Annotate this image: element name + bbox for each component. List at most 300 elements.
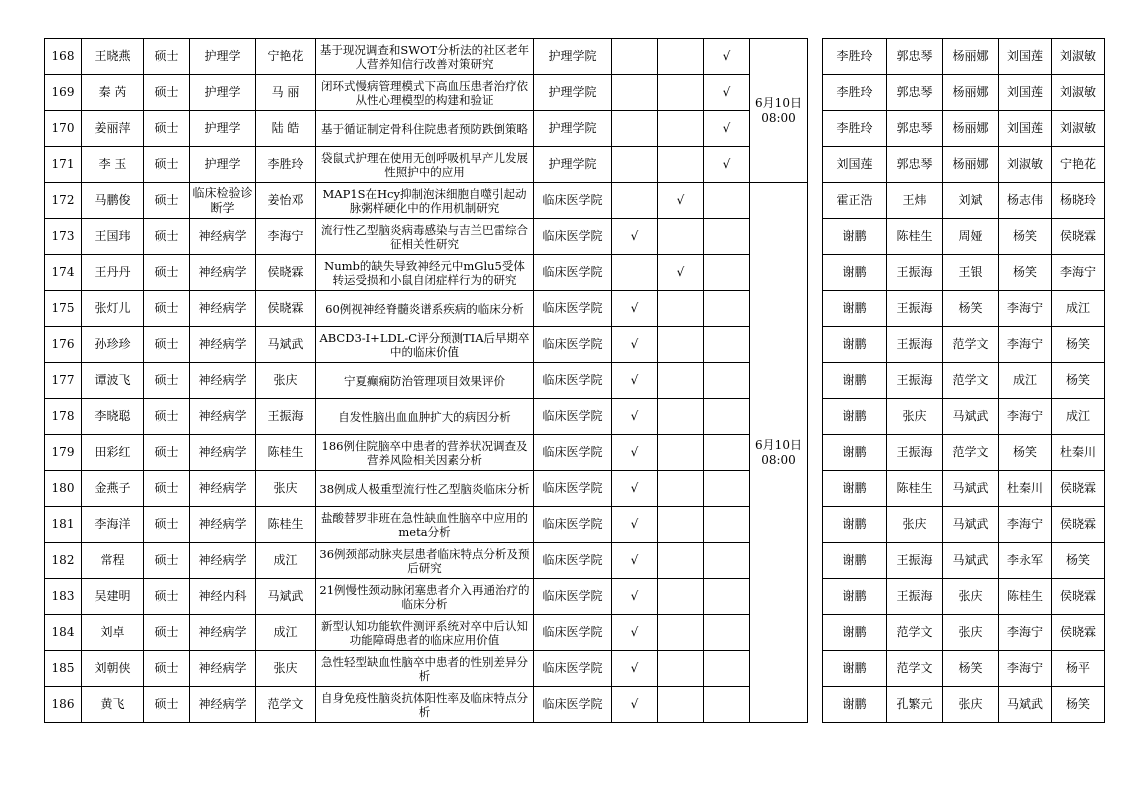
- cell-topic: Numb的缺失导致神经元中mGlu5受体转运受损和小鼠自闭症样行为的研究: [316, 255, 534, 291]
- cell-c2: [658, 75, 704, 111]
- cell-committee-member: 马斌武: [943, 507, 999, 543]
- cell-committee-member: 张庆: [887, 507, 943, 543]
- table-row: [45, 291, 1105, 327]
- cell-c3: [704, 255, 750, 291]
- cell-c2: √: [658, 183, 704, 219]
- cell-supervisor: 范学文: [256, 687, 316, 723]
- cell-committee-member: 范学文: [943, 327, 999, 363]
- cell-topic: 流行性乙型脑炎病毒感染与吉兰巴雷综合征相关性研究: [316, 219, 534, 255]
- cell-committee-member: 杨笑: [999, 435, 1052, 471]
- table-row: [45, 507, 1105, 543]
- cell-name: 李 玉: [82, 147, 144, 183]
- cell-no: 186: [45, 687, 82, 723]
- cell-topic: MAP1S在Hcy抑制泡沫细胞自噬引起动脉粥样硬化中的作用机制研究: [316, 183, 534, 219]
- cell-c2: [658, 327, 704, 363]
- cell-major: 神经病学: [190, 651, 256, 687]
- cell-committee-member: 张庆: [943, 615, 999, 651]
- table-row: [45, 39, 1105, 75]
- cell-committee-member: 王振海: [887, 291, 943, 327]
- cell-c3: [704, 615, 750, 651]
- cell-c2: [658, 399, 704, 435]
- cell-c1: √: [612, 615, 658, 651]
- cell-c3: [704, 507, 750, 543]
- cell-no: 181: [45, 507, 82, 543]
- cell-c3: [704, 291, 750, 327]
- cell-committee-member: 李海宁: [1052, 255, 1105, 291]
- cell-degree: 硕士: [144, 687, 190, 723]
- cell-degree: 硕士: [144, 435, 190, 471]
- cell-c1: [612, 75, 658, 111]
- cell-no: 171: [45, 147, 82, 183]
- spacer-cell: [808, 39, 823, 75]
- cell-committee-member: 谢鹏: [823, 291, 887, 327]
- table-row: [45, 651, 1105, 687]
- cell-major: 神经病学: [190, 615, 256, 651]
- cell-college: 临床医学院: [534, 291, 612, 327]
- table-row: [45, 183, 1105, 219]
- cell-supervisor: 张庆: [256, 471, 316, 507]
- spacer-cell: [808, 75, 823, 111]
- cell-c2: [658, 687, 704, 723]
- cell-no: 172: [45, 183, 82, 219]
- cell-degree: 硕士: [144, 255, 190, 291]
- cell-degree: 硕士: [144, 183, 190, 219]
- cell-c2: [658, 507, 704, 543]
- defense-time: 08:00: [761, 110, 796, 125]
- table-row: [45, 615, 1105, 651]
- cell-major: 神经病学: [190, 291, 256, 327]
- cell-c2: [658, 435, 704, 471]
- cell-college: 临床医学院: [534, 687, 612, 723]
- cell-committee-member: 侯晓霖: [1052, 615, 1105, 651]
- cell-committee-member: 杨笑: [999, 219, 1052, 255]
- cell-degree: 硕士: [144, 471, 190, 507]
- cell-topic: 新型认知功能软件测评系统对卒中后认知功能障碍患者的临床应用价值: [316, 615, 534, 651]
- cell-supervisor: 张庆: [256, 651, 316, 687]
- cell-committee-member: 王振海: [887, 543, 943, 579]
- cell-committee-member: 成江: [999, 363, 1052, 399]
- cell-committee-member: 侯晓霖: [1052, 471, 1105, 507]
- table-row: [45, 327, 1105, 363]
- cell-no: 185: [45, 651, 82, 687]
- table-row: [45, 255, 1105, 291]
- cell-college: 临床医学院: [534, 543, 612, 579]
- cell-college: 护理学院: [534, 39, 612, 75]
- cell-no: 178: [45, 399, 82, 435]
- cell-committee-member: 杜秦川: [1052, 435, 1105, 471]
- cell-committee-member: 谢鹏: [823, 327, 887, 363]
- cell-major: 神经病学: [190, 543, 256, 579]
- cell-c3: [704, 579, 750, 615]
- cell-c1: √: [612, 291, 658, 327]
- table-row: [45, 471, 1105, 507]
- cell-name: 王国玮: [82, 219, 144, 255]
- cell-c2: [658, 615, 704, 651]
- cell-name: 李晓聪: [82, 399, 144, 435]
- cell-c1: √: [612, 507, 658, 543]
- cell-committee-member: 谢鹏: [823, 579, 887, 615]
- cell-committee-member: 谢鹏: [823, 399, 887, 435]
- cell-c1: [612, 255, 658, 291]
- cell-committee-member: 郭忠琴: [887, 75, 943, 111]
- cell-committee-member: 杨笑: [999, 255, 1052, 291]
- spacer-cell: [808, 363, 823, 399]
- cell-supervisor: 成江: [256, 543, 316, 579]
- cell-committee-member: 郭忠琴: [887, 147, 943, 183]
- cell-supervisor: 陈桂生: [256, 435, 316, 471]
- cell-supervisor: 侯晓霖: [256, 255, 316, 291]
- cell-college: 临床医学院: [534, 363, 612, 399]
- cell-committee-member: 陈桂生: [887, 219, 943, 255]
- cell-college: 临床医学院: [534, 255, 612, 291]
- cell-committee-member: 杨丽娜: [943, 75, 999, 111]
- cell-college: 临床医学院: [534, 507, 612, 543]
- table-body: [45, 39, 1105, 723]
- spacer-cell: [808, 615, 823, 651]
- cell-college: 护理学院: [534, 147, 612, 183]
- cell-c1: √: [612, 471, 658, 507]
- cell-committee-member: 谢鹏: [823, 615, 887, 651]
- cell-committee-member: 李海宁: [999, 399, 1052, 435]
- cell-c3: √: [704, 75, 750, 111]
- cell-no: 176: [45, 327, 82, 363]
- cell-committee-member: 杨笑: [943, 291, 999, 327]
- cell-c2: [658, 579, 704, 615]
- cell-c3: [704, 543, 750, 579]
- cell-name: 王晓燕: [82, 39, 144, 75]
- cell-committee-member: 王振海: [887, 579, 943, 615]
- cell-committee-member: 侯晓霖: [1052, 219, 1105, 255]
- cell-no: 175: [45, 291, 82, 327]
- cell-college: 临床医学院: [534, 399, 612, 435]
- cell-committee-member: 李海宁: [999, 507, 1052, 543]
- cell-c1: [612, 39, 658, 75]
- cell-college: 临床医学院: [534, 579, 612, 615]
- cell-committee-member: 杨笑: [1052, 363, 1105, 399]
- cell-topic: 基于循证制定骨科住院患者预防跌倒策略: [316, 111, 534, 147]
- cell-degree: 硕士: [144, 75, 190, 111]
- cell-c1: [612, 183, 658, 219]
- cell-topic: 急性轻型缺血性脑卒中患者的性别差异分析: [316, 651, 534, 687]
- defense-date: 6月10日: [755, 95, 802, 110]
- cell-college: 护理学院: [534, 111, 612, 147]
- cell-committee-member: 杨丽娜: [943, 39, 999, 75]
- cell-committee-member: 周娅: [943, 219, 999, 255]
- cell-degree: 硕士: [144, 327, 190, 363]
- cell-c1: [612, 111, 658, 147]
- cell-major: 护理学: [190, 111, 256, 147]
- cell-college: 临床医学院: [534, 327, 612, 363]
- cell-committee-member: 李海宁: [999, 615, 1052, 651]
- table-row: [45, 75, 1105, 111]
- cell-c3: √: [704, 147, 750, 183]
- cell-supervisor: 马 丽: [256, 75, 316, 111]
- cell-degree: 硕士: [144, 615, 190, 651]
- cell-major: 神经病学: [190, 507, 256, 543]
- cell-committee-member: 王炜: [887, 183, 943, 219]
- cell-degree: 硕士: [144, 651, 190, 687]
- cell-topic: 60例视神经脊髓炎谱系疾病的临床分析: [316, 291, 534, 327]
- cell-committee-member: 谢鹏: [823, 219, 887, 255]
- cell-committee-member: 杜秦川: [999, 471, 1052, 507]
- cell-committee-member: 李海宁: [999, 327, 1052, 363]
- cell-committee-member: 陈桂生: [999, 579, 1052, 615]
- cell-college: 临床医学院: [534, 183, 612, 219]
- cell-committee-member: 刘国莲: [999, 39, 1052, 75]
- cell-committee-member: 张庆: [943, 687, 999, 723]
- spacer-cell: [808, 111, 823, 147]
- cell-no: 183: [45, 579, 82, 615]
- cell-committee-member: 杨笑: [1052, 543, 1105, 579]
- cell-committee-member: 郭忠琴: [887, 111, 943, 147]
- spacer-cell: [808, 543, 823, 579]
- cell-name: 刘朝侠: [82, 651, 144, 687]
- table-row: [45, 579, 1105, 615]
- cell-committee-member: 谢鹏: [823, 363, 887, 399]
- cell-c1: √: [612, 363, 658, 399]
- cell-supervisor: 陈桂生: [256, 507, 316, 543]
- spacer-cell: [808, 579, 823, 615]
- cell-c2: [658, 111, 704, 147]
- cell-c3: [704, 219, 750, 255]
- cell-supervisor: 张庆: [256, 363, 316, 399]
- cell-committee-member: 侯晓霖: [1052, 507, 1105, 543]
- defense-schedule-table: [44, 38, 1105, 723]
- spacer-cell: [808, 507, 823, 543]
- cell-name: 李海洋: [82, 507, 144, 543]
- cell-no: 184: [45, 615, 82, 651]
- cell-committee-member: 王振海: [887, 327, 943, 363]
- cell-c3: [704, 471, 750, 507]
- cell-c3: [704, 363, 750, 399]
- cell-committee-member: 刘国莲: [999, 111, 1052, 147]
- cell-no: 179: [45, 435, 82, 471]
- cell-topic: 宁夏癫痫防治管理项目效果评价: [316, 363, 534, 399]
- cell-committee-member: 杨丽娜: [943, 147, 999, 183]
- cell-c1: √: [612, 651, 658, 687]
- cell-major: 神经病学: [190, 687, 256, 723]
- cell-supervisor: 成江: [256, 615, 316, 651]
- cell-committee-member: 谢鹏: [823, 651, 887, 687]
- cell-major: 神经病学: [190, 471, 256, 507]
- cell-c2: [658, 147, 704, 183]
- cell-degree: 硕士: [144, 39, 190, 75]
- cell-college: 护理学院: [534, 75, 612, 111]
- cell-name: 姜丽萍: [82, 111, 144, 147]
- cell-topic: 186例住院脑卒中患者的营养状况调查及营养风险相关因素分析: [316, 435, 534, 471]
- table-row: [45, 363, 1105, 399]
- cell-topic: 自身免疫性脑炎抗体阳性率及临床特点分析: [316, 687, 534, 723]
- cell-topic: 36例颈部动脉夹层患者临床特点分析及预后研究: [316, 543, 534, 579]
- cell-committee-member: 王振海: [887, 255, 943, 291]
- table-row: [45, 687, 1105, 723]
- cell-committee-member: 郭忠琴: [887, 39, 943, 75]
- cell-major: 神经病学: [190, 363, 256, 399]
- defense-date-cell: [750, 39, 808, 183]
- spacer-cell: [808, 399, 823, 435]
- spacer-cell: [808, 255, 823, 291]
- cell-c2: [658, 363, 704, 399]
- cell-c3: [704, 327, 750, 363]
- cell-college: 临床医学院: [534, 435, 612, 471]
- cell-name: 黄飞: [82, 687, 144, 723]
- cell-committee-member: 杨平: [1052, 651, 1105, 687]
- cell-committee-member: 张庆: [887, 399, 943, 435]
- cell-supervisor: 姜怡邓: [256, 183, 316, 219]
- cell-c3: [704, 651, 750, 687]
- cell-committee-member: 杨笑: [943, 651, 999, 687]
- cell-c1: √: [612, 435, 658, 471]
- cell-degree: 硕士: [144, 399, 190, 435]
- cell-no: 182: [45, 543, 82, 579]
- cell-committee-member: 马斌武: [943, 543, 999, 579]
- defense-date: 6月10日: [755, 437, 802, 452]
- cell-no: 177: [45, 363, 82, 399]
- cell-committee-member: 陈桂生: [887, 471, 943, 507]
- cell-c1: √: [612, 219, 658, 255]
- cell-committee-member: 谢鹏: [823, 255, 887, 291]
- table-row: [45, 399, 1105, 435]
- cell-topic: 自发性脑出血血肿扩大的病因分析: [316, 399, 534, 435]
- cell-name: 谭波飞: [82, 363, 144, 399]
- cell-committee-member: 刘斌: [943, 183, 999, 219]
- cell-c1: √: [612, 579, 658, 615]
- cell-major: 神经内科: [190, 579, 256, 615]
- cell-supervisor: 马斌武: [256, 327, 316, 363]
- cell-c2: [658, 543, 704, 579]
- spacer-cell: [808, 147, 823, 183]
- cell-degree: 硕士: [144, 291, 190, 327]
- cell-name: 秦 芮: [82, 75, 144, 111]
- cell-no: 169: [45, 75, 82, 111]
- cell-c2: [658, 651, 704, 687]
- cell-c3: [704, 183, 750, 219]
- spacer-cell: [808, 651, 823, 687]
- cell-committee-member: 杨晓玲: [1052, 183, 1105, 219]
- table-row: [45, 219, 1105, 255]
- cell-c3: √: [704, 111, 750, 147]
- cell-committee-member: 王银: [943, 255, 999, 291]
- cell-name: 刘卓: [82, 615, 144, 651]
- cell-c1: √: [612, 543, 658, 579]
- cell-committee-member: 刘淑敏: [1052, 39, 1105, 75]
- cell-committee-member: 杨笑: [1052, 687, 1105, 723]
- cell-committee-member: 李永军: [999, 543, 1052, 579]
- spacer-cell: [808, 219, 823, 255]
- cell-committee-member: 成江: [1052, 399, 1105, 435]
- cell-c1: √: [612, 327, 658, 363]
- cell-major: 护理学: [190, 39, 256, 75]
- cell-no: 180: [45, 471, 82, 507]
- cell-topic: ABCD3-I+LDL-C评分预测TIA后早期卒中的临床价值: [316, 327, 534, 363]
- cell-committee-member: 范学文: [887, 615, 943, 651]
- cell-topic: 闭环式慢病管理模式下高血压患者治疗依从性心理模型的构建和验证: [316, 75, 534, 111]
- cell-c2: [658, 39, 704, 75]
- cell-major: 护理学: [190, 75, 256, 111]
- cell-committee-member: 马斌武: [943, 399, 999, 435]
- cell-committee-member: 杨笑: [1052, 327, 1105, 363]
- cell-name: 田彩红: [82, 435, 144, 471]
- cell-major: 神经病学: [190, 435, 256, 471]
- cell-college: 临床医学院: [534, 219, 612, 255]
- cell-committee-member: 马斌武: [943, 471, 999, 507]
- spacer-cell: [808, 327, 823, 363]
- cell-committee-member: 宁艳花: [1052, 147, 1105, 183]
- cell-committee-member: 刘国莲: [999, 75, 1052, 111]
- cell-topic: 袋鼠式护理在使用无创呼吸机早产儿发展性照护中的应用: [316, 147, 534, 183]
- cell-committee-member: 成江: [1052, 291, 1105, 327]
- cell-c2: [658, 471, 704, 507]
- table-row: [45, 435, 1105, 471]
- cell-c3: [704, 687, 750, 723]
- cell-committee-member: 王振海: [887, 363, 943, 399]
- cell-name: 吴建明: [82, 579, 144, 615]
- cell-committee-member: 刘淑敏: [999, 147, 1052, 183]
- cell-committee-member: 刘淑敏: [1052, 111, 1105, 147]
- cell-degree: 硕士: [144, 507, 190, 543]
- cell-committee-member: 杨丽娜: [943, 111, 999, 147]
- cell-committee-member: 王振海: [887, 435, 943, 471]
- cell-committee-member: 侯晓霖: [1052, 579, 1105, 615]
- cell-committee-member: 谢鹏: [823, 435, 887, 471]
- cell-degree: 硕士: [144, 579, 190, 615]
- cell-college: 临床医学院: [534, 471, 612, 507]
- cell-topic: 盐酸替罗非班在急性缺血性脑卒中应用的meta分析: [316, 507, 534, 543]
- cell-committee-member: 马斌武: [999, 687, 1052, 723]
- cell-major: 护理学: [190, 147, 256, 183]
- table-row: [45, 111, 1105, 147]
- cell-committee-member: 李海宁: [999, 291, 1052, 327]
- cell-committee-member: 张庆: [943, 579, 999, 615]
- cell-degree: 硕士: [144, 111, 190, 147]
- cell-major: 神经病学: [190, 399, 256, 435]
- cell-major: 临床检验诊断学: [190, 183, 256, 219]
- cell-name: 马鹏俊: [82, 183, 144, 219]
- cell-c1: √: [612, 399, 658, 435]
- cell-major: 神经病学: [190, 219, 256, 255]
- cell-committee-member: 李海宁: [999, 651, 1052, 687]
- cell-topic: 38例成人极重型流行性乙型脑炎临床分析: [316, 471, 534, 507]
- cell-committee-member: 刘国莲: [823, 147, 887, 183]
- cell-major: 神经病学: [190, 327, 256, 363]
- cell-committee-member: 霍正浩: [823, 183, 887, 219]
- spacer-cell: [808, 291, 823, 327]
- spacer-cell: [808, 435, 823, 471]
- cell-name: 张灯儿: [82, 291, 144, 327]
- cell-committee-member: 谢鹏: [823, 471, 887, 507]
- table-row: [45, 147, 1105, 183]
- cell-college: 临床医学院: [534, 615, 612, 651]
- cell-c2: [658, 219, 704, 255]
- cell-supervisor: 李海宁: [256, 219, 316, 255]
- cell-name: 孙珍珍: [82, 327, 144, 363]
- cell-c3: √: [704, 39, 750, 75]
- cell-supervisor: 李胜玲: [256, 147, 316, 183]
- cell-supervisor: 侯晓霖: [256, 291, 316, 327]
- cell-no: 174: [45, 255, 82, 291]
- cell-committee-member: 李胜玲: [823, 75, 887, 111]
- cell-c2: [658, 291, 704, 327]
- cell-no: 173: [45, 219, 82, 255]
- cell-committee-member: 谢鹏: [823, 507, 887, 543]
- cell-college: 临床医学院: [534, 651, 612, 687]
- spacer-cell: [808, 471, 823, 507]
- cell-supervisor: 马斌武: [256, 579, 316, 615]
- cell-c2: √: [658, 255, 704, 291]
- cell-degree: 硕士: [144, 147, 190, 183]
- cell-committee-member: 杨志伟: [999, 183, 1052, 219]
- cell-topic: 21例慢性颈动脉闭塞患者介入再通治疗的临床分析: [316, 579, 534, 615]
